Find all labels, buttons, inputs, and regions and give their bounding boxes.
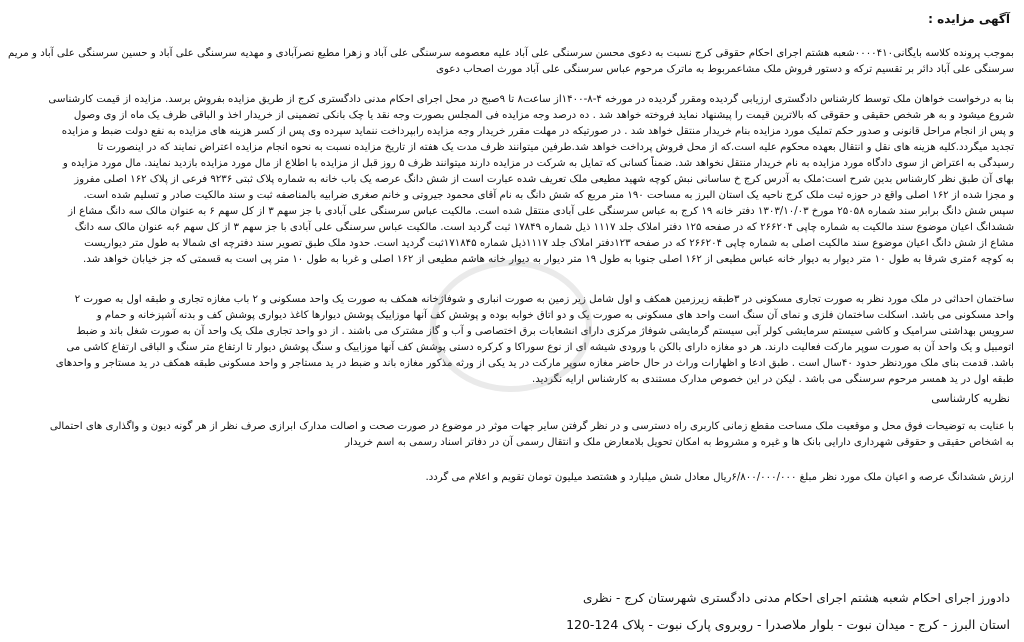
terms-line: سپس شش دانگ برابر سند شماره ۲۵۰۵۸ مورخ ۱۳۰۳/۱۰/۰۳ دفتر خانه ۱۹ کرج به عباس سرسنگی علی آبادی منتقل شده است. مالکیت عباس سرسنگی علی آبادی با جز سهم ۳ از کل سهم ۶ به عنوان مالک سه دانگ مشاع از (68, 206, 1014, 217)
terms-line: ششدانگ اعیان موضوع سند مالکیت به شماره چاپی ۲۶۶۲۰۴ که در صفحه ۱۲۵ دفتر املاک جلد ۱۱۱۷ ذیل شماره ۱۷۸۴۹ ثبت گردید است. مالکیت عباس سرسنگی علی آبادی با جز سهم ۳ از کل سهم ۶به عنوان مالک سه دانگ (74, 222, 1014, 233)
notice-title: آگهی مزایده : (928, 12, 1010, 26)
building-line: اتومبیل و یک واحد آن به صورت سوپر مارکت فعالیت دارند. هر دو مغازه دارای بالکن با ورودی شیشه ای از نوع سوراکا و کرکره دستی پوشش کف آنها موزاییک و سنگ پوشش دیوار تا ارتفاع متر سنگ و الباقی ارتفاع کاشی می (66, 342, 1014, 353)
terms-line: تجدید میگردد.کلیه هزینه های نقل و انتقال بعهده محکوم علیه است.که از محل فروش پرداخت خواهد شد.طرفین میتوانند ظرف مدت یک هفته از تاریخ مزایده نسبت به نحوه انجام مزایده اعتراض نمایند که در اینصورت تا (97, 142, 1014, 153)
opinion-line: به اشخاص حقیقی و حقوقی شهرداری دارایی بانک ها و غیره و مشروط به امکان تحویل بلامعارض ملک و انتقال رسمی آن در دفاتر اسناد رسمی به اسم خریدار (345, 437, 1014, 448)
intro-text: بموجب پرونده کلاسه بایگانی۰۰۰۰۴۱۰شعبه هشتم اجرای احکام حقوقی کرج نسبت به دعوی محسن سرسنگی علی آباد علیه معصومه سرسنگی علی آباد و زهرا مطیع نصرآبادی و مهدیه سرسنگی علی آباد و حسین سرسنگی علی آباد و مریم سرسنگی علی آباد دائر بر تقسیم ترکه و دستور فروش ملک مشاعمربوط به ماترک مرحوم عباس سرسنگی علی آباد مورث اصحاب دعوی (8, 48, 1014, 75)
opinion-header: نظریه کارشناسی (931, 392, 1010, 405)
address-line: استان البرز - کرج - میدان نبوت - بلوار ملاصدرا - روبروی پارک نبوت - پلاک 124-120 (566, 617, 1010, 632)
valuation-paragraph (8, 470, 1014, 486)
terms-line: و پس از انجام مراحل قانونی و صدور حکم تملیک مورد مزایده بنام خریدار منتقل خواهد شد . در صورتیکه در مهلت مقرر خریدار وجه مزایده رابپرداخت ننماید سپرده وی پس از کسر هزینه های مزایده به نفع دولت ضبط و مزایده (61, 126, 1014, 137)
terms-line: بنا به درخواست خواهان ملک توسط کارشناس دادگستری ارزیابی گردیده ومقرر گردیده در مورخه ۴-۸-۱۴۰۰از ساعت۸ تا ۹صبح در محل اجرای احکام مدنی دادگستری کرج از طریق مزایده بفروش برسد. مزایده از قیمت کارشناسی (48, 94, 1014, 105)
building-line: باشد. قدمت بنای ملک موردنظر حدود ۴۰سال است . طبق ادعا و اظهارات وراث در حال حاضر مغازه سوپر مارکت در ید یکی از ورثه مذکور مغازه باند و ضبط در ید مستاجر و واحد مسکونی طبقه همکف در ید مستاجر و واحدهای (55, 358, 1014, 369)
valuation-text: ارزش ششدانگ عرصه و اعیان ملک مورد نظر مبلغ ۶/۸۰۰/۰۰۰/۰۰۰ریال معادل شش میلیارد و هشتصد میلیون تومان تقویم و اعلام می گردد. (425, 472, 1014, 483)
terms-line: رسیدگی به اعتراض از سوی دادگاه مورد مزایده به نام خریدار منتقل نخواهد شد. ضمناً کسانی که تمایل به شرکت در مزایده دارند میتوانند ظرف ۵ روز قبل از مزایده با اطلاع از مال مورد مزایده بازدید نمایند. مال مورد مزایده و (62, 158, 1014, 169)
terms-line: مشاع از شش دانگ اعیان موضوع سند مالکیت اصلی به شماره چاپی ۲۶۶۲۰۴ که در صفحه ۱۲۳دفتر املاک جلد ۱۱۱۷ذیل شماره ۱۷۱۸۴۵ثبت گردید است. حدود ملک طبق تصویر سند دفترچه ای شمالا به طول متر دیواریست (84, 238, 1014, 249)
notice-document (6, 6, 1016, 638)
terms-line: شروع میشود و به هر شخص حقیقی و حقوقی که بالاترین قیمت را پیشنهاد نماید فروخته خواهد شد . ده درصد وجه مزایده فی المجلس بصورت وجه نقد یا چک بانکی تضمینی از خریدار اخذ و الباقی ظرف یک ماه از وی وصول (73, 110, 1014, 121)
terms-line: به کوچه ۶متری شرقا به طول ۱۰ متر دیوار به دیوار خانه عباس مطیعی از ۱۶۲ اصلی جنوبا به طول ۱۹ متر دیوار به دیوار خانه هاشم مطیعی از ۱۶۲ اصلی و غربا به طول ۱۰ متر پی است به قسمتی که جز خیابان خواهد شد. (83, 254, 1014, 265)
building-line: واحد مسکونی می باشد. اسکلت ساختمان فلزی و نمای آن سنگ است واحد های مسکونی به صورت یک و دو اتاق خوابه بوده و پوشش کف آنها موزاییک پوشش دیوارها کاغذ دیواری پوشش کف و بدنه آشپزخانه و حمام و (96, 310, 1014, 321)
building-line: طبقه اول در ید همسر مرحوم سرسنگی می باشد . لیکن در این خصوص مدارک مستندی به کارشناس ارایه نگردید. (531, 374, 1014, 385)
opinion-paragraph (8, 419, 1014, 451)
signature-line: دادورز اجرای احکام شعبه هشتم اجرای احکام مدنی دادگستری شهرستان کرج - نظری (583, 591, 1010, 605)
terms-paragraph (8, 92, 1014, 268)
terms-line: بهای آن طبق نظر کارشناس بدین شرح است:ملک به آدرس کرج خ ساسانی نبش کوچه شهید مطیعی ملک تعریف شده عبارت است از شش دانگ عرصه یک باب خانه به شماره پلاک ثبتی ۹۲۳۶ فرعی از پلاک ۱۶۲ اصلی مفروز (74, 174, 1014, 185)
terms-line: و مجزا شده از ۱۶۲ اصلی واقع در حوزه ثبت ملک کرج ناحیه یک استان البرز به مساحت ۱۹۰ متر مربع که شش دانگ به نام آقای محمود جیروتی و خانم صغری ضرابیه بالمناصفه ثبت و سند مالکیت صادر و تسلیم شده است. (83, 190, 1014, 201)
building-line: سرویس بهداشتی سرامیک و کاشی سیستم سرمایشی کولر آبی سیستم گرمایشی شوفاژ مرکزی دارای انشعابات برق اختصاصی و آب و گاز مشترک می باشند . از دو واحد تجاری ملک یک واحد آن به صورت شغل باند و ضبط (76, 326, 1014, 337)
building-paragraph (8, 292, 1014, 388)
intro-paragraph (8, 46, 1014, 78)
building-line: ساختمان احداثی در ملک مورد نظر به صورت تجاری مسکونی در ۳طبقه زیرزمین همکف و اول شامل زیر زمین به صورت انباری و شوفاژخانه همکف به صورت یک واحد مسکونی و ۲ باب مغازه تجاری و طبقه اول به صورت ۲ (74, 294, 1014, 305)
opinion-line: با عنایت به توضیحات فوق محل و موقعیت ملک مساحت مقطع زمانی کاربری راه دسترسی و در نظر گرفتن سایر جهات موثر در موضوع در صورت صحت و اصالت مدارک ابرازی صرف نظر از هر گونه دیون و واگذاری های احتمالی (49, 421, 1014, 432)
